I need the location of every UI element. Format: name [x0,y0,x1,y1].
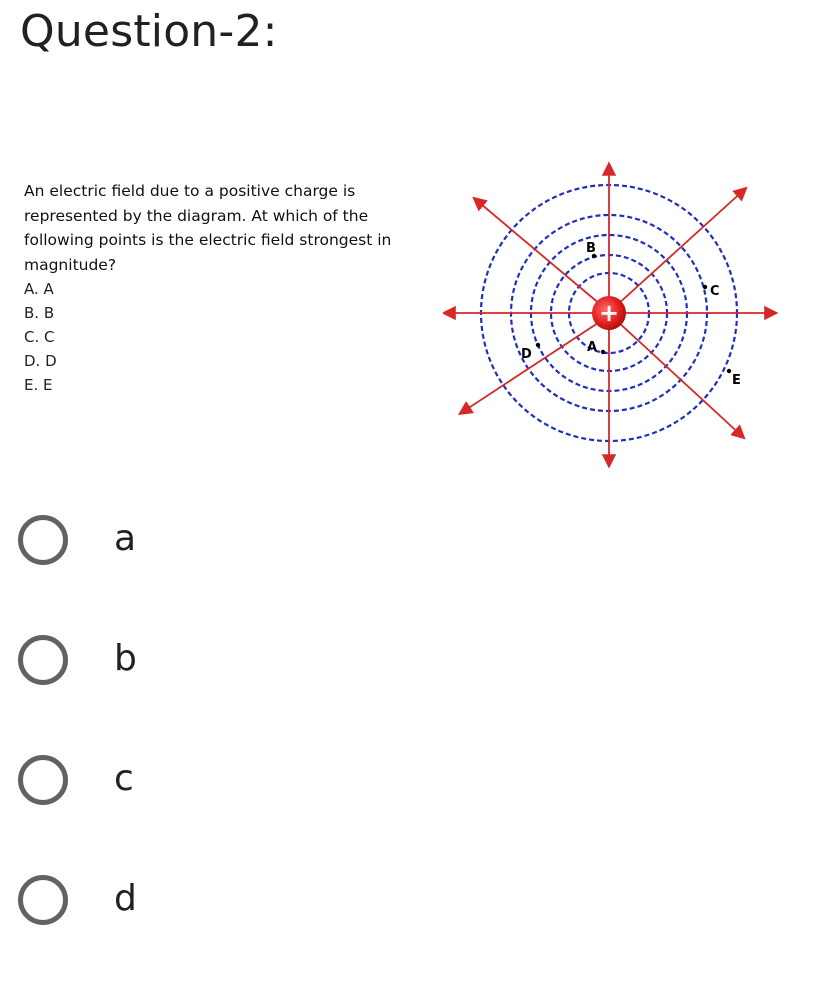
question-option: B. B [24,304,55,322]
point-label: C [710,284,720,299]
point-dot [727,369,731,373]
choice-label: a [114,518,137,559]
question-option: E. E [24,376,53,394]
radio-button[interactable] [18,635,68,685]
question-option: C. C [24,328,55,346]
question-title: Question-2: [20,6,278,57]
field-line [475,199,601,305]
choice-c[interactable] [18,755,318,875]
question-option: A. A [24,280,54,298]
point-dot [536,343,540,347]
point-label: B [586,241,596,256]
question-text: An electric field due to a positive charge is represented by the diagram. At which of the following points is the electric field strongest in magnitude? [24,182,392,274]
point-dot [601,350,605,354]
radio-button[interactable] [18,515,68,565]
point-dot [703,285,707,289]
field-line [617,321,743,437]
answer-choices [18,515,318,995]
question-image [18,155,798,475]
choice-label: d [114,878,137,919]
point-label: D [521,347,532,362]
question-options-list [24,277,57,397]
choice-label: b [114,638,137,679]
question-option: D. D [24,352,57,370]
radio-button[interactable] [18,875,68,925]
choice-label: c [114,758,134,799]
choice-d[interactable] [18,875,318,995]
radio-button[interactable] [18,755,68,805]
choice-a[interactable] [18,515,318,635]
field-line [617,189,745,305]
svg-text:+: + [598,299,620,327]
choice-b[interactable] [18,635,318,755]
point-label: E [732,373,741,388]
positive-charge [592,296,626,330]
electric-field-diagram [443,155,783,475]
point-label: A [587,340,598,355]
